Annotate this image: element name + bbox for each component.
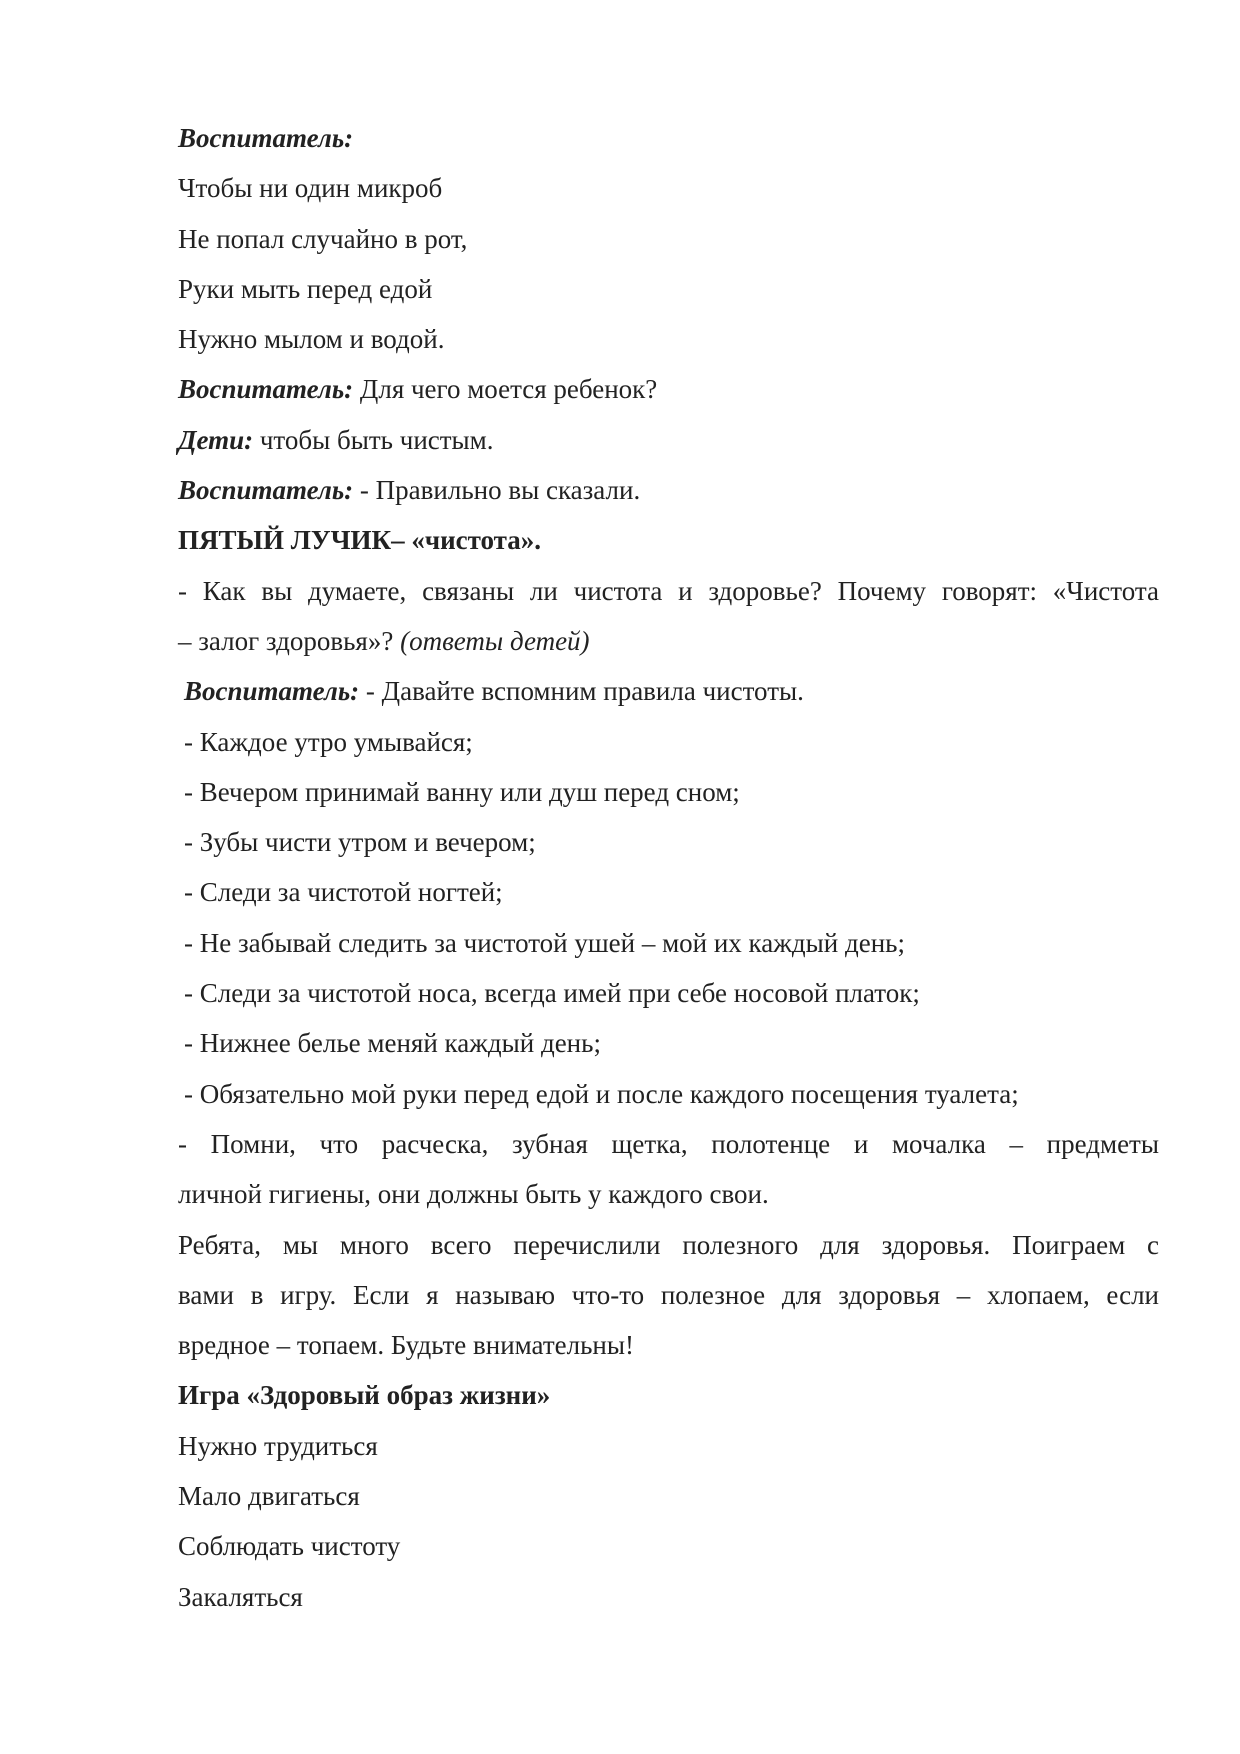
paragraph-text: – залог здоровья»? [178, 625, 401, 656]
rule-item: - Обязательно мой руки перед едой и после каждого посещения туалета; [184, 1078, 1019, 1109]
game-item: Соблюдать чистоту [178, 1531, 401, 1562]
speaker-label: Воспитатель: [178, 123, 354, 153]
rule-item: - Следи за чистотой носа, всегда имей при себе носовой платок; [184, 978, 920, 1009]
game-item: Мало двигаться [178, 1481, 360, 1512]
speaker-label: Воспитатель: [178, 475, 354, 506]
paragraph-line: вредное – топаем. Будьте внимательны! [178, 1330, 634, 1361]
section-heading: ПЯТЫЙ ЛУЧИК– «чистота». [178, 525, 542, 556]
poem-line: Руки мыть перед едой [178, 273, 433, 304]
game-heading: Игра «Здоровый образ жизни» [178, 1380, 551, 1411]
speaker-line [178, 113, 1159, 163]
dialogue-text: - Правильно вы сказали. [353, 475, 641, 506]
game-item: Закаляться [178, 1581, 303, 1612]
rule-item: - Вечером принимай ванну или душ перед сном; [184, 776, 740, 807]
rule-item: - Нижнее белье меняй каждый день; [184, 1028, 601, 1059]
speaker-label: Дети: [178, 424, 254, 455]
dialogue-line [178, 465, 1159, 515]
game-item: Нужно трудиться [178, 1430, 378, 1461]
paragraph-line [178, 616, 1159, 666]
dialogue-line [178, 666, 1159, 716]
paragraph-text: вами в игру. Если я называю что-то полезное для здоровья – хлопаем, если [178, 1279, 1159, 1310]
paragraph-line [178, 1270, 1159, 1320]
rule-item: - Следи за чистотой ногтей; [184, 877, 503, 908]
paragraph-text: - Как вы думаете, связаны ли чистота и здоровье? Почему говорят: «Чистота [178, 575, 1159, 606]
dialogue-text: чтобы быть чистым. [253, 424, 494, 455]
rule-item: - Каждое утро умывайся; [184, 726, 473, 757]
speaker-label: Воспитатель: [178, 374, 354, 405]
rule-item [178, 1119, 1159, 1169]
poem-line: Чтобы ни один микроб [178, 173, 443, 204]
poem-line: Нужно мылом и водой. [178, 324, 445, 355]
speaker-label: Воспитатель: [184, 676, 360, 707]
dialogue-text: Для чего моется ребенок? [353, 374, 658, 405]
poem-line: Не попал случайно в рот, [178, 223, 468, 254]
dialogue-line [178, 364, 1159, 414]
stage-note: (ответы детей) [400, 625, 590, 656]
paragraph-line [178, 566, 1159, 616]
rule-item: - Не забывай следить за чистотой ушей – мой их каждый день; [184, 927, 905, 958]
paragraph-text: Ребята, мы много всего перечислили полезного для здоровья. Поиграем с [178, 1229, 1159, 1260]
document-body [178, 113, 1159, 1622]
rule-item-continuation: личной гигиены, они должны быть у каждого свои. [178, 1179, 769, 1210]
dialogue-line [178, 415, 1159, 465]
paragraph-line [178, 1220, 1159, 1270]
rule-item: - Зубы чисти утром и вечером; [184, 827, 536, 858]
dialogue-text: - Давайте вспомним правила чистоты. [359, 676, 804, 707]
rule-item-text: - Помни, что расческа, зубная щетка, полотенце и мочалка – предметы [178, 1128, 1159, 1159]
